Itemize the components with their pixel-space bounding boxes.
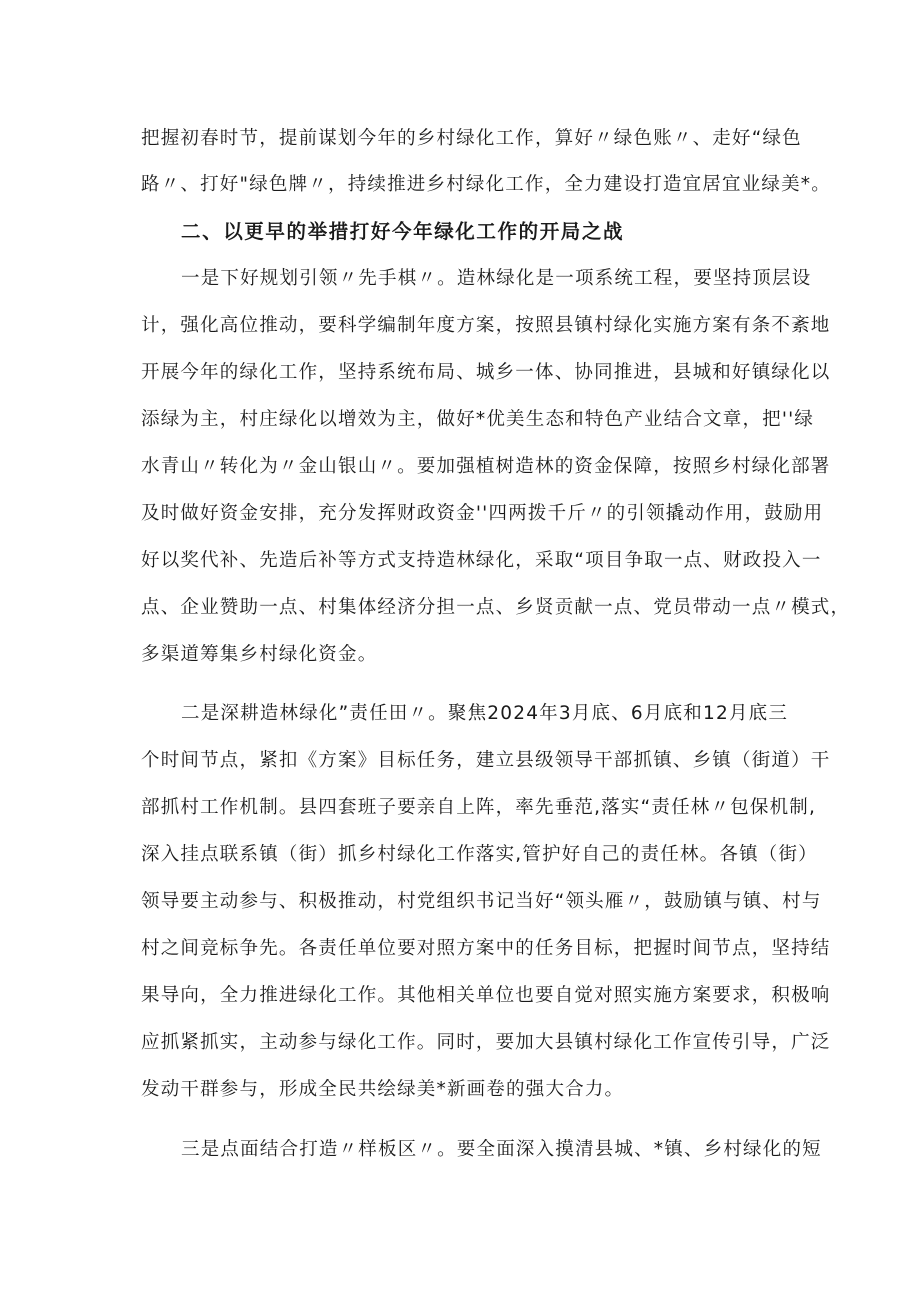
paragraph-line: 部抓村工作机制。县四套班子要亲自上阵，率先垂范,落实“责任林〃包保机制, xyxy=(141,797,817,818)
paragraph-line: 个时间节点，紧扣《方案》目标任务，建立县级领导干部抓镇、乡镇（街道）干 xyxy=(141,750,831,771)
paragraph-line: 村之间竞标争先。各责任单位要对照方案中的任务目标，把握时间节点，坚持结 xyxy=(141,938,831,959)
paragraph-line: 路〃、打好"绿色牌〃，持续推进乡村绿化工作，全力建设打造宜居宜业绿美*。 xyxy=(141,174,831,195)
paragraph-line: 计，强化高位推动，要科学编制年度方案，按照县镇村绿化实施方案有条不紊地 xyxy=(141,315,831,336)
paragraph-line: 一是下好规划引领〃先手棋〃。造林绿化是一项系统工程，要坚持顶层设 xyxy=(181,268,812,289)
section-heading: 二、以更早的举措打好今年绿化工作的开局之战 xyxy=(181,220,625,243)
paragraph-line: 好以奖代补、先造后补等方式支持造林绿化，采取“项目争取一点、财政投入一 xyxy=(141,550,822,571)
paragraph-line: 果导向，全力推进绿化工作。其他相关单位也要自觉对照实施方案要求，积极响 xyxy=(141,985,831,1006)
paragraph-line: 添绿为主，村庄绿化以增效为主，做好*优美生态和特色产业结合文章，把''绿 xyxy=(141,409,815,430)
paragraph-line: 水青山〃转化为〃金山银山〃。要加强植树造林的资金保障，按照乡村绿化部署 xyxy=(141,456,831,477)
paragraph-line: 把握初春时节，提前谋划今年的乡村绿化工作，算好〃绿色账〃、走好“绿色 xyxy=(141,128,802,149)
paragraph-line: 及时做好资金安排，充分发挥财政资金''四两拨千斤〃的引领撬动作用，鼓励用 xyxy=(141,503,824,524)
paragraph-line: 三是点面结合打造〃样板区〃。要全面深入摸清县城、*镇、乡村绿化的短 xyxy=(181,1139,822,1160)
paragraph-line: 发动干群参与，形成全民共绘绿美*新画卷的强大合力。 xyxy=(141,1079,625,1100)
paragraph-line: 深入挂点联系镇（街）抓乡村绿化工作落实,管护好自己的责任林。各镇（街） xyxy=(141,844,818,865)
paragraph-line: 应抓紧抓实，主动参与绿化工作。同时，要加大县镇村绿化工作宣传引导，广泛 xyxy=(141,1032,831,1053)
paragraph-line: 二是深耕造林绿化”责任田〃。聚焦2024年3月底、6月底和12月底三 xyxy=(181,703,789,724)
paragraph-line: 点、企业赞助一点、村集体经济分担一点、乡贤贡献一点、党员带动一点〃模式， xyxy=(141,597,851,618)
paragraph-line: 领导要主动参与、积极推动，村党组织书记当好“领头雁〃，鼓励镇与镇、村与 xyxy=(141,891,822,912)
paragraph-line: 多渠道筹集乡村绿化资金。 xyxy=(141,644,378,665)
paragraph-line: 开展今年的绿化工作，坚持系统布局、城乡一体、协同推进，县城和好镇绿化以 xyxy=(141,362,831,383)
